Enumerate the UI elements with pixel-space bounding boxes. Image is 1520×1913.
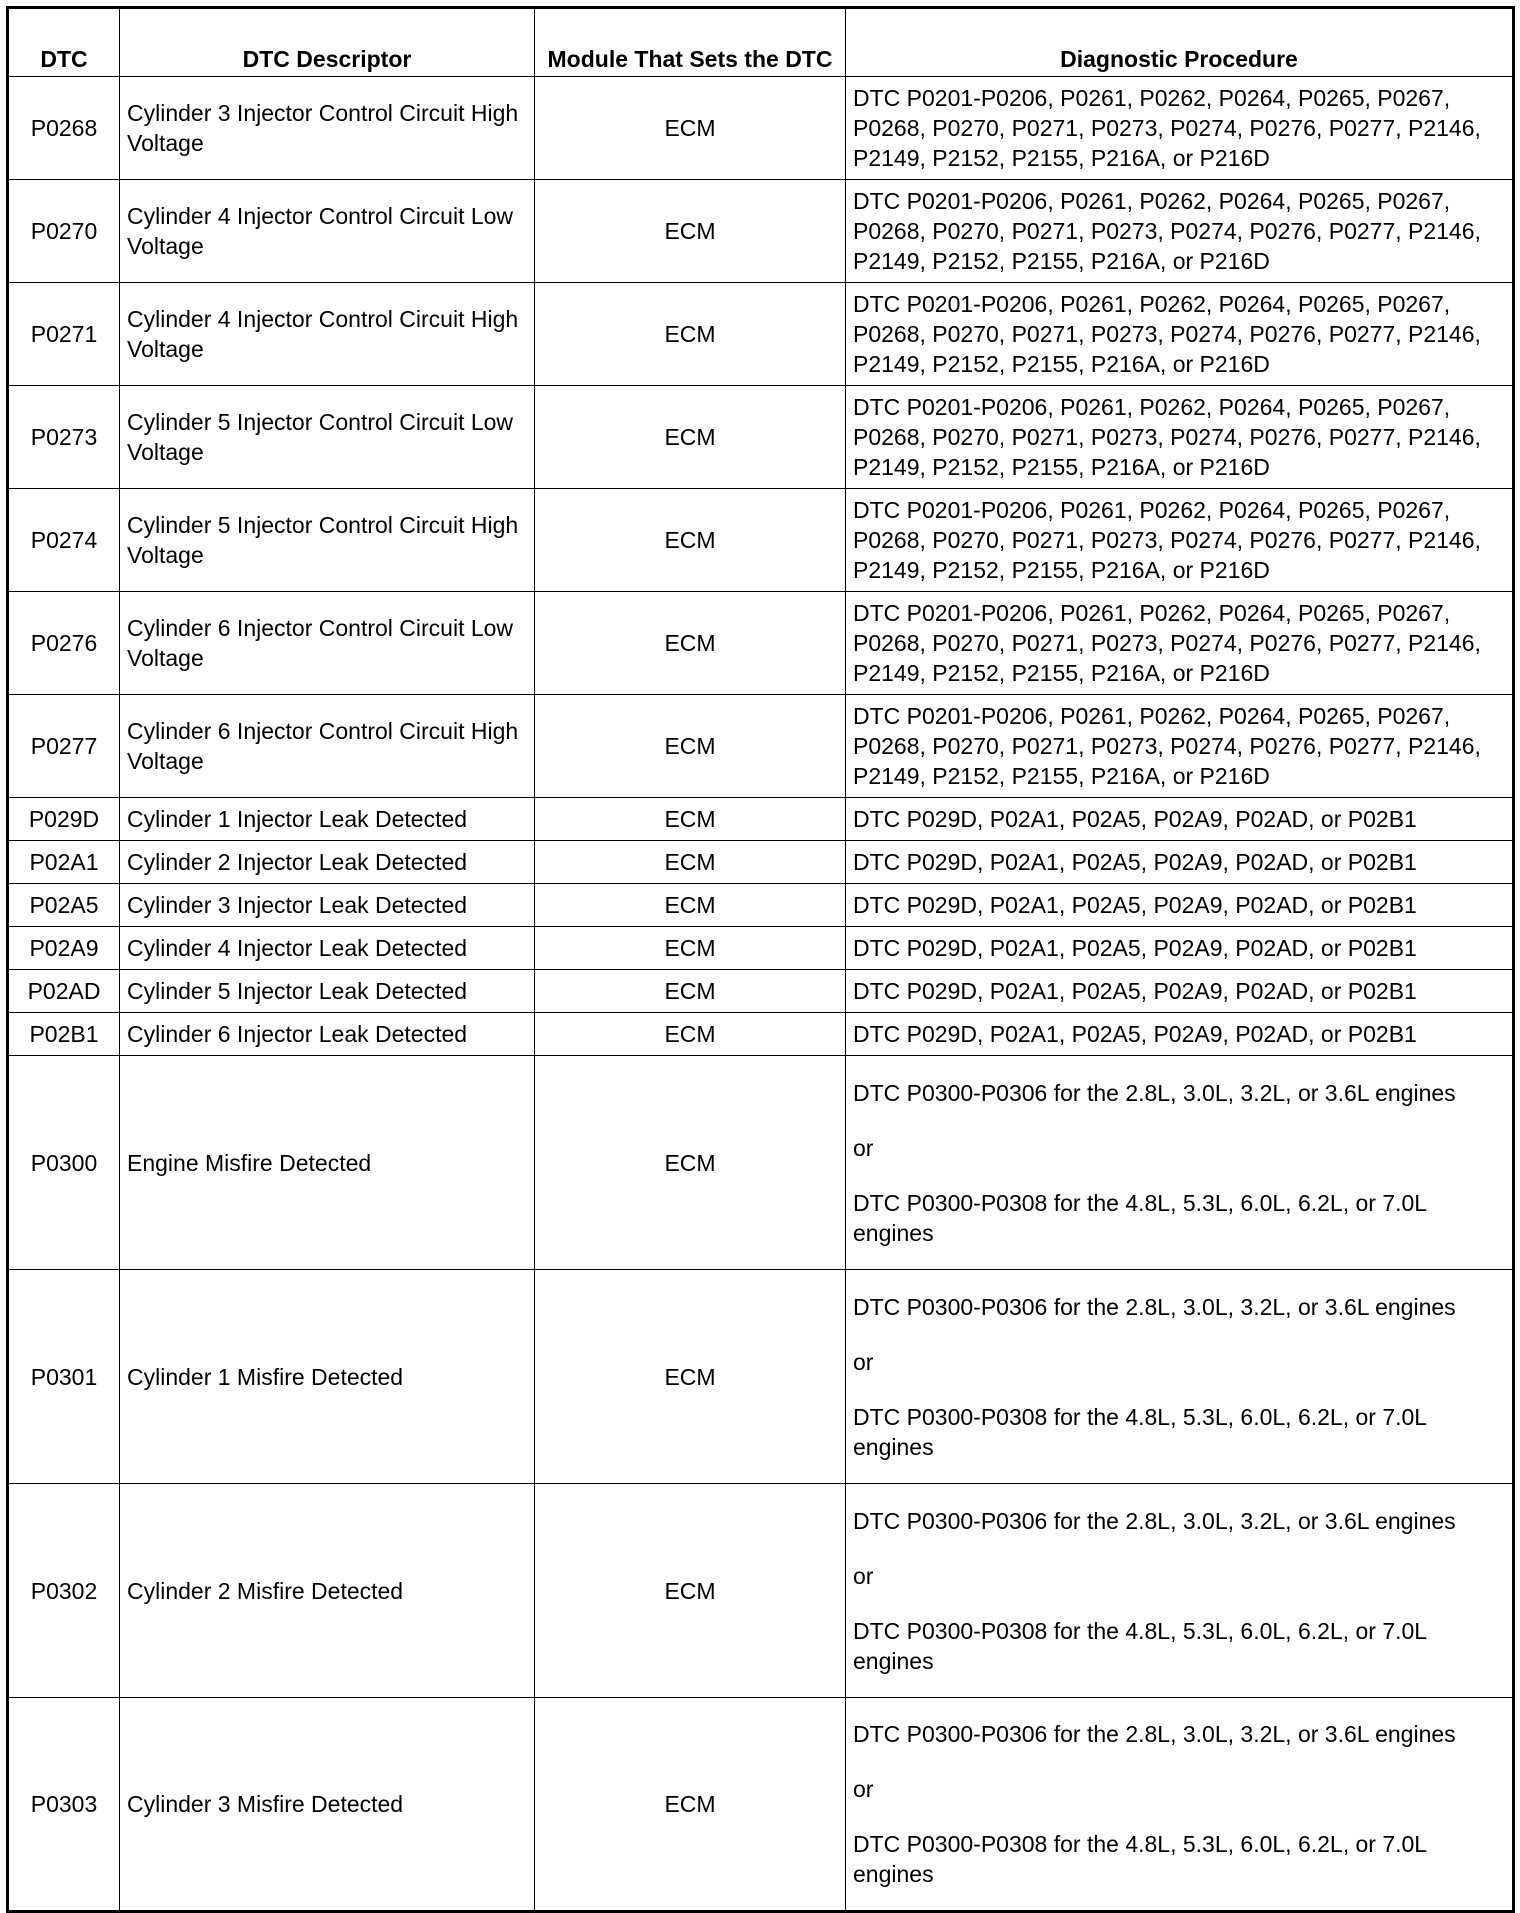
- procedure-line: DTC P0300-P0306 for the 2.8L, 3.0L, 3.2L, or 3.6L engines: [853, 1079, 1456, 1106]
- table-row: [8, 592, 1514, 695]
- module-cell: ECM: [535, 1013, 846, 1056]
- procedure-line: DTC P0201-P0206, P0261, P0262, P0264, P0265, P0267, P0268, P0270, P0271, P0273, P0274, P0276, P0277, P2146, P2149, P2152, P2155, P216A, or P216D: [853, 600, 1481, 686]
- dtc-descriptor-cell: Cylinder 2 Misfire Detected: [120, 1484, 535, 1698]
- dtc-code-cell: P02A1: [8, 841, 120, 884]
- table-row: [8, 841, 1514, 884]
- module-cell: ECM: [535, 489, 846, 592]
- module-cell: ECM: [535, 283, 846, 386]
- diagnostic-procedure-cell: [846, 884, 1514, 927]
- dtc-code-cell: P0271: [8, 283, 120, 386]
- table-row: [8, 927, 1514, 970]
- dtc-code-cell: P0302: [8, 1484, 120, 1698]
- procedure-spacer: [853, 1804, 1505, 1829]
- procedure-line: DTC P0300-P0306 for the 2.8L, 3.0L, 3.2L, or 3.6L engines: [853, 1293, 1456, 1320]
- module-cell: ECM: [535, 592, 846, 695]
- table-row: [8, 1698, 1514, 1912]
- diagnostic-procedure-cell: [846, 180, 1514, 283]
- procedure-line: DTC P0201-P0206, P0261, P0262, P0264, P0265, P0267, P0268, P0270, P0271, P0273, P0274, P0276, P0277, P2146, P2149, P2152, P2155, P216A, or P216D: [853, 394, 1481, 480]
- procedure-spacer: [853, 1377, 1505, 1402]
- dtc-descriptor-cell: Cylinder 4 Injector Control Circuit Low Voltage: [120, 180, 535, 283]
- procedure-line: DTC P0201-P0206, P0261, P0262, P0264, P0265, P0267, P0268, P0270, P0271, P0273, P0274, P0276, P0277, P2146, P2149, P2152, P2155, P216A, or P216D: [853, 85, 1481, 171]
- diagnostic-procedure-cell: [846, 1270, 1514, 1484]
- diagnostic-procedure-cell: [846, 489, 1514, 592]
- procedure-line: DTC P029D, P02A1, P02A5, P02A9, P02AD, or P02B1: [853, 892, 1417, 918]
- diagnostic-procedure-cell: [846, 841, 1514, 884]
- diagnostic-procedure-cell: [846, 695, 1514, 798]
- diagnostic-procedure-cell: [846, 386, 1514, 489]
- dtc-code-cell: P02AD: [8, 970, 120, 1013]
- table-row: [8, 77, 1514, 180]
- table-row: [8, 1013, 1514, 1056]
- table-row: [8, 386, 1514, 489]
- procedure-line: DTC P0300-P0308 for the 4.8L, 5.3L, 6.0L, 6.2L, or 7.0L engines: [853, 1831, 1427, 1887]
- diagnostic-procedure-cell: [846, 1484, 1514, 1698]
- dtc-code-cell: P0300: [8, 1056, 120, 1270]
- dtc-descriptor-cell: Cylinder 3 Injector Control Circuit High Voltage: [120, 77, 535, 180]
- dtc-descriptor-cell: Cylinder 6 Injector Leak Detected: [120, 1013, 535, 1056]
- diagnostic-procedure-cell: [846, 798, 1514, 841]
- dtc-code-cell: P02B1: [8, 1013, 120, 1056]
- dtc-descriptor-cell: Cylinder 6 Injector Control Circuit Low Voltage: [120, 592, 535, 695]
- table-row: [8, 970, 1514, 1013]
- procedure-line: DTC P0300-P0306 for the 2.8L, 3.0L, 3.2L, or 3.6L engines: [853, 1507, 1456, 1534]
- dtc-code-cell: P029D: [8, 798, 120, 841]
- procedure-line: DTC P0201-P0206, P0261, P0262, P0264, P0265, P0267, P0268, P0270, P0271, P0273, P0274, P0276, P0277, P2146, P2149, P2152, P2155, P216A, or P216D: [853, 497, 1481, 583]
- module-cell: ECM: [535, 927, 846, 970]
- procedure-line: or: [853, 1134, 874, 1161]
- dtc-code-cell: P0273: [8, 386, 120, 489]
- procedure-line: DTC P029D, P02A1, P02A5, P02A9, P02AD, or P02B1: [853, 978, 1417, 1004]
- header-dtc: DTC: [8, 8, 120, 77]
- module-cell: ECM: [535, 695, 846, 798]
- dtc-descriptor-cell: Cylinder 4 Injector Leak Detected: [120, 927, 535, 970]
- dtc-descriptor-cell: Cylinder 5 Injector Control Circuit Low Voltage: [120, 386, 535, 489]
- module-cell: ECM: [535, 1270, 846, 1484]
- procedure-line: DTC P0201-P0206, P0261, P0262, P0264, P0265, P0267, P0268, P0270, P0271, P0273, P0274, P0276, P0277, P2146, P2149, P2152, P2155, P216A, or P216D: [853, 703, 1481, 789]
- dtc-descriptor-cell: Cylinder 5 Injector Control Circuit High Voltage: [120, 489, 535, 592]
- table-row: [8, 1270, 1514, 1484]
- diagnostic-procedure-cell: [846, 283, 1514, 386]
- dtc-code-cell: P02A5: [8, 884, 120, 927]
- diagnostic-procedure-cell: [846, 77, 1514, 180]
- table-row: [8, 695, 1514, 798]
- procedure-line: DTC P0300-P0308 for the 4.8L, 5.3L, 6.0L, 6.2L, or 7.0L engines: [853, 1617, 1427, 1674]
- procedure-spacer: [853, 1322, 1505, 1347]
- dtc-descriptor-cell: Cylinder 6 Injector Control Circuit High Voltage: [120, 695, 535, 798]
- table-row: [8, 884, 1514, 927]
- dtc-code-cell: P0268: [8, 77, 120, 180]
- dtc-descriptor-cell: Cylinder 1 Injector Leak Detected: [120, 798, 535, 841]
- table-header-row: [8, 8, 1514, 77]
- dtc-code-cell: P0277: [8, 695, 120, 798]
- diagnostic-procedure-cell: [846, 1056, 1514, 1270]
- procedure-line: or: [853, 1562, 874, 1589]
- procedure-line: DTC P0300-P0308 for the 4.8L, 5.3L, 6.0L, 6.2L, or 7.0L engines: [853, 1403, 1427, 1460]
- dtc-code-cell: P02A9: [8, 927, 120, 970]
- procedure-line: DTC P029D, P02A1, P02A5, P02A9, P02AD, or P02B1: [853, 935, 1417, 961]
- dtc-code-cell: P0303: [8, 1698, 120, 1912]
- diagnostic-procedure-cell: [846, 592, 1514, 695]
- procedure-line: DTC P029D, P02A1, P02A5, P02A9, P02AD, or P02B1: [853, 806, 1417, 832]
- procedure-line: or: [853, 1776, 874, 1802]
- dtc-descriptor-cell: Cylinder 4 Injector Control Circuit High Voltage: [120, 283, 535, 386]
- dtc-descriptor-cell: Cylinder 3 Misfire Detected: [120, 1698, 535, 1912]
- procedure-spacer: [853, 1749, 1505, 1774]
- procedure-line: DTC P029D, P02A1, P02A5, P02A9, P02AD, or P02B1: [853, 1021, 1417, 1047]
- diagnostic-procedure-cell: [846, 1698, 1514, 1912]
- table-row: [8, 1056, 1514, 1270]
- diagnostic-procedure-cell: [846, 970, 1514, 1013]
- table-row: [8, 1484, 1514, 1698]
- procedure-spacer: [853, 1591, 1505, 1616]
- header-procedure: Diagnostic Procedure: [846, 8, 1514, 77]
- module-cell: ECM: [535, 77, 846, 180]
- dtc-code-cell: P0301: [8, 1270, 120, 1484]
- module-cell: ECM: [535, 1056, 846, 1270]
- module-cell: ECM: [535, 798, 846, 841]
- table-row: [8, 180, 1514, 283]
- dtc-descriptor-cell: Cylinder 3 Injector Leak Detected: [120, 884, 535, 927]
- procedure-line: DTC P0300-P0306 for the 2.8L, 3.0L, 3.2L, or 3.6L engines: [853, 1721, 1456, 1747]
- dtc-descriptor-cell: Cylinder 1 Misfire Detected: [120, 1270, 535, 1484]
- module-cell: ECM: [535, 970, 846, 1013]
- procedure-line: DTC P0201-P0206, P0261, P0262, P0264, P0265, P0267, P0268, P0270, P0271, P0273, P0274, P0276, P0277, P2146, P2149, P2152, P2155, P216A, or P216D: [853, 188, 1481, 274]
- table-row: [8, 283, 1514, 386]
- table-row: [8, 798, 1514, 841]
- procedure-spacer: [853, 1163, 1505, 1188]
- table-row: [8, 489, 1514, 592]
- procedure-line: DTC P0300-P0308 for the 4.8L, 5.3L, 6.0L, 6.2L, or 7.0L engines: [853, 1189, 1427, 1246]
- procedure-spacer: [853, 1108, 1505, 1133]
- dtc-descriptor-cell: Cylinder 2 Injector Leak Detected: [120, 841, 535, 884]
- dtc-descriptor-cell: Engine Misfire Detected: [120, 1056, 535, 1270]
- dtc-code-cell: P0276: [8, 592, 120, 695]
- procedure-line: DTC P0201-P0206, P0261, P0262, P0264, P0265, P0267, P0268, P0270, P0271, P0273, P0274, P0276, P0277, P2146, P2149, P2152, P2155, P216A, or P216D: [853, 291, 1481, 377]
- dtc-code-cell: P0270: [8, 180, 120, 283]
- procedure-line: DTC P029D, P02A1, P02A5, P02A9, P02AD, or P02B1: [853, 849, 1417, 875]
- procedure-spacer: [853, 1536, 1505, 1561]
- header-descriptor: DTC Descriptor: [120, 8, 535, 77]
- header-module: Module That Sets the DTC: [535, 8, 846, 77]
- module-cell: ECM: [535, 1698, 846, 1912]
- table-body: [8, 77, 1514, 1912]
- module-cell: ECM: [535, 841, 846, 884]
- module-cell: ECM: [535, 884, 846, 927]
- diagnostic-procedure-cell: [846, 927, 1514, 970]
- procedure-line: or: [853, 1348, 874, 1375]
- module-cell: ECM: [535, 1484, 846, 1698]
- dtc-table: [6, 6, 1515, 1913]
- dtc-table-container: [6, 6, 1515, 1913]
- dtc-descriptor-cell: Cylinder 5 Injector Leak Detected: [120, 970, 535, 1013]
- module-cell: ECM: [535, 180, 846, 283]
- module-cell: ECM: [535, 386, 846, 489]
- diagnostic-procedure-cell: [846, 1013, 1514, 1056]
- dtc-code-cell: P0274: [8, 489, 120, 592]
